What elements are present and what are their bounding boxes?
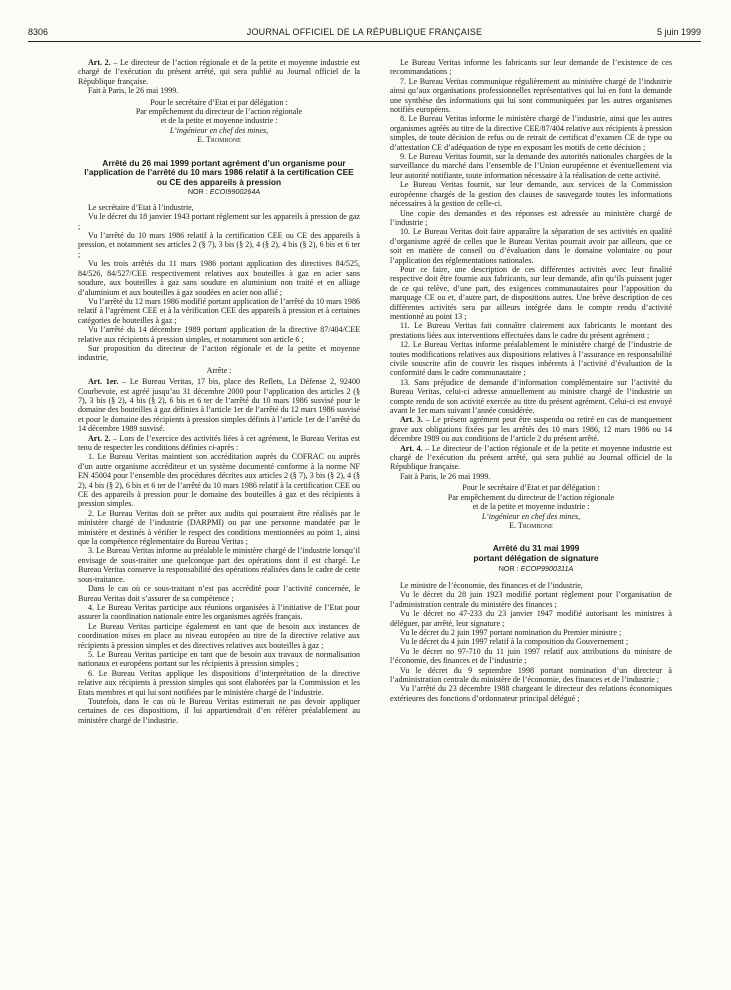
visas: Le secrétaire d’Etat à l’industrie, Vu le décret du 18 janvier 1943 portant règlement sur les appareils à pression de gaz ; Vu l’arrêté du 10 mars 1986 relatif à la certification CEE ou CE des appareils à pression, et notamment ses articles 2 (§ 7), 3 bis (§ 2), 4 (§ 2), 4 bis (§ 2), 6 bis et 6 ter ; Vu les trois arrêtés du 11 mars 1986 portant application des directives 84/525, 84/526, 84/527/CEE respectivement relatives aux bouteilles à gaz en acier sans soudure, aux bouteilles à gaz sans soudure en aluminium non traité et en alliage d’aluminium et aux bouteilles à gaz soudées en acier non allié ; Vu l’arrêté du 12 mars 1986 modifié portant application de l’arrêté du 10 mars 1986 relatif à l’agrément CEE et à la vérification CEE des appareils à pression et à certaines catégories de bouteilles à gaz ; Vu l’arrêté du 14 décembre 1989 portant application de la directive 87/404/CEE relative aux récipients à pression simples, et notamment son article 6 ; Sur proposition du directeur de l’action régionale et de la petite et moyenne industrie, (78, 202, 360, 363)
visas: Le ministre de l’économie, des finances et de l’industrie, Vu le décret du 28 juin 1923 modifié portant règlement pour l’organisation de l’administration centrale du ministère des finances ; Vu le décret no 47-233 du 23 janvier 1947 modifié autorisant les ministres à déléguer, par arrêté, leur signature ; Vu le décret du 2 juin 1997 portant nomination du Premier ministre ; Vu le décret du 4 juin 1997 relatif à la composition du Gouvernement ; Vu le décret no 97-710 du 11 juin 1997 relatif aux attributions du ministre de l’économie, des finances et de l’industrie ; Vu le décret du 9 septembre 1998 portant nomination d’un directeur à l’administration centrale du ministère de l’économie, des finances et de l’industrie ; Vu l’arrêté du 23 décembre 1988 chargeant le directeur des relations économiques extérieures des fonctions d’ordonnateur principal délégué ; (390, 580, 672, 703)
nor-reference: NOR : ECOP9900311A (498, 563, 574, 573)
article-1: Art. 1er. – Le Bureau Veritas, 17 bis, place des Reflets, La Défense 2, 92400 Courbevoie, est agréé jusqu’au 31 décembre 2000 pour l’application des articles 2 (§ 7), 3 bis (§ 2), 4 bis (§ 2), 6 bis et 6 ter de l’arrêté du 10 mars 1986 susvisé pour le domaine des bouteilles à gaz définies à l’article 1er de l’arrêté du 12 mars 1986 susvisé et pour le domaine des récipients à pression simples définis à l’article 1er de l’arrêté du 14 décembre 1989 susvisé. (78, 377, 360, 434)
article-3: Art. 3. – Le présent agrément peut être suspendu ou retiré en cas de manquement grave aux obligations fixées par les arrêtés des 10 mars 1986, 12 mars 1986 ou 14 décembre 1989 ou aux conditions de l’article 2 du présent arrêté. (390, 415, 673, 444)
condition-item: Toutefois, dans le cas où le Bureau Veritas estimerait ne pas devoir appliquer certaines de ces dispositions, il lui appartiendrait d’en référer préalablement au ministère chargé de l’industrie. (78, 696, 360, 725)
condition-item: 1. Le Bureau Veritas maintient son accréditation auprès du COFRAC ou auprès d’un autre organisme accréditeur et un système documenté conforme à la norme NF EN 45004 pour l’ensemble des procédures décrites aux articles 2 (§ 7), 3 bis (§ 2), 4 (§ 2), 4 bis (§ 2), 6 bis et 6 ter de l’arrêté du 10 mars 1986 relatif à la certification CEE ou CE des appareils à pression pour le domaine des bouteilles à gaz et des récipients à pression simples. (78, 452, 360, 509)
journal-title: JOURNAL OFFICIEL DE LA RÉPUBLIQUE FRANÇAISE (246, 27, 483, 37)
condition-item: Pour ce faire, une description de ces différentes activités avec leur finalité respective doit être fournie aux fabricants, sur leur demande, afin qu’ils puissent juger de ce qui relève, d’une part, des exigences communautaires pour l’apposition du marquage CE ou et, d’autre part, de dispositions autres. Une brève description de ces différentes activités sera par ailleurs intégrée dans le compte rendu d’activité mentionné au point 13 ; (390, 264, 672, 321)
arrete-heading: Arrête : (206, 365, 232, 375)
condition-item: 5. Le Bureau Veritas participe en tant que de besoin aux travaux de normalisation nationaux et européens portant sur les récipients à pression simples ; (78, 649, 360, 669)
condition-item: 3. Le Bureau Veritas informe au préalable le ministère chargé de l’industrie lorsqu’il envisage de sous-traiter une quelconque part des opérations dont il est chargé. Le Bureau Veritas conserve la responsabilité des opérations réalisées dans le cadre de cette sous-traitance. (78, 546, 360, 584)
article-4: Art. 4. – Le directeur de l’action régionale et de la petite et moyenne industrie est chargé de l’exécution du présent arrêté, qui sera publié au Journal officiel de la République française. (390, 443, 672, 472)
issue-date: 5 juin 1999 (656, 27, 701, 37)
decree-title: Arrêté du 31 mai 1999 (492, 543, 580, 554)
signatory-name: E. Trombone (509, 520, 553, 530)
condition-item: 13. Sans préjudice de demande d’information complémentaire sur l’activité du Bureau Veritas, celui-ci adresse annuellement au ministre chargé de l’industrie un compte rendu de son activité exercée au titre du présent agrément. Celui-ci est envoyé avant le 1er mars suivant l’année considérée. (390, 377, 672, 416)
article-2-top: Art. 2. – Le directeur de l’action régionale et de la petite et moyenne industrie est chargé de l’exécution du présent arrêté, qui sera publié au Journal officiel de la République française. (78, 58, 360, 86)
page-number: 8306 (28, 27, 49, 37)
fait-a-paris: Fait à Paris, le 26 mai 1999. (88, 86, 179, 96)
decree-subtitle: portant délégation de signature (473, 552, 599, 563)
condition-item: Une copie des demandes et des réponses est adressée au ministère chargé de l’industrie ; (390, 208, 672, 227)
decree-title: Arrêté du 26 mai 1999 portant agrément d’un organisme pour l’application de l’arrêté du 10 mars 1986 relatif à la certification CEE ou CE des appareils à pression (84, 157, 354, 187)
condition-item: 4. Le Bureau Veritas participe aux réunions organisées à l’initiative de l’Etat pour assurer la coordination nationale entre les organismes agréés français. (78, 602, 360, 622)
condition-item: 12. Le Bureau Veritas informe préalablement le ministère chargé de l’industrie de toutes modifications relatives aux dispositions relatives à l’assurance en responsabilité civile souscrite afin de couvrir les risques inhérents à l’activité d’évaluation de la conformité dans le cadre communautaire ; (390, 340, 672, 378)
right-column (390, 58, 672, 703)
condition-item: 7. Le Bureau Veritas communique régulièrement au ministère chargé de l’industrie ainsi qu’aux organisations professionnelles représentatives qui lui en font la demande une synthèse des informations qui lui sont communiquées par les autres organismes notifiés européens. (390, 76, 672, 115)
condition-item: 6. Le Bureau Veritas applique les dispositions d’interprétation de la directive relative aux récipients à pression simples qui sont élaborées par la Commission et les Etats membres et qui lui sont notifiées par le ministère chargé de l’industrie. (78, 668, 360, 697)
condition-item: Le Bureau Veritas fournit, sur leur demande, aux services de la Commission européenne chargés de la gestion des clauses de sauvegarde toutes les informations nécessaires à la gestion de celle-ci. (390, 180, 672, 209)
condition-item: 10. Le Bureau Veritas doit faire apparaître la séparation de ses activités en qualité d’organisme agréé de celles que le Bureau Veritas pourrait avoir par ailleurs, que ce soit en matière de conseil ou d’évaluation dans le domaine volontaire ou pour l’application des réglementations nationales. (390, 227, 672, 265)
condition-item: 9. Le Bureau Veritas fournit, sur la demande des autorités nationales chargées de la surveillance du marché dans l’ensemble de l’Union européenne et éventuellement via leur autorité notifiante, toute information nécessaire à la réalisation de cette activité. (390, 152, 672, 180)
signature-block: Pour le secrétaire d’Etat et par délégation : Par empêchement du directeur de l’action régionale et de la petite et moyenne industrie : L’ingénieur en chef des mines, E. Trombone (390, 483, 672, 530)
condition-item: Le Bureau Veritas participe également en tant que de besoin aux instances de coordination mises en place au niveau européen au titre de la directive relative aux récipients à pression simples et des directives relatives aux bouteilles à gaz ; (78, 621, 360, 650)
condition-item: Le Bureau Veritas informe les fabricants sur leur demande de l’existence de ces recommandations ; (390, 58, 672, 77)
article-label: Art. 2. (88, 58, 111, 67)
condition-item: 8. Le Bureau Veritas informe le ministère chargé de l’industrie, ainsi que les autres organismes agréés au titre de la directive CEE/87/404 relative aux récipients à pression simples, de toute décision de refus ou de retrait de certificat d’examen CE de type ou d’attestation CE d’adéquation de type en exposant les motifs de cette décision ; (390, 114, 672, 152)
article-2: Art. 2. – Lors de l’exercice des activités liées à cet agrément, le Bureau Veritas est tenu de respecter les conditions définies ci-après : (78, 433, 360, 452)
page-header (28, 27, 701, 42)
condition-item: 11. Le Bureau Veritas fait connaître clairement aux fabricants le montant des prestations liées aux interventions effectuées dans le cadre du présent agrément ; (390, 321, 672, 340)
condition-item: Dans le cas où ce sous-traitant n’est pas accrédité pour l’activité concernée, le Bureau Veritas doit s’assurer de sa compétence ; (78, 584, 360, 603)
signature-block: Pour le secrétaire d’Etat et par délégation : Par empêchement du directeur de l’action régionale et de la petite et moyenne industrie : L’ingénieur en chef des mines, E. Trombone (78, 98, 360, 145)
signatory-name: E. Trombone (197, 135, 241, 145)
left-column (78, 58, 360, 725)
fait-a-paris: Fait à Paris, le 26 mai 1999. (400, 471, 491, 481)
nor-reference: NOR : ECOI9900264A (187, 187, 261, 197)
condition-item: 2. Le Bureau Veritas doit se prêter aux audits qui pourraient être réalisés par le ministère chargé de l’industrie (DARPMI) ou par une personne mandatée par le ministère et destinés à vérifier le respect des conditions mentionnées au point 1, ainsi que la compétence réglementaire du Bureau Veritas ; (78, 508, 360, 547)
